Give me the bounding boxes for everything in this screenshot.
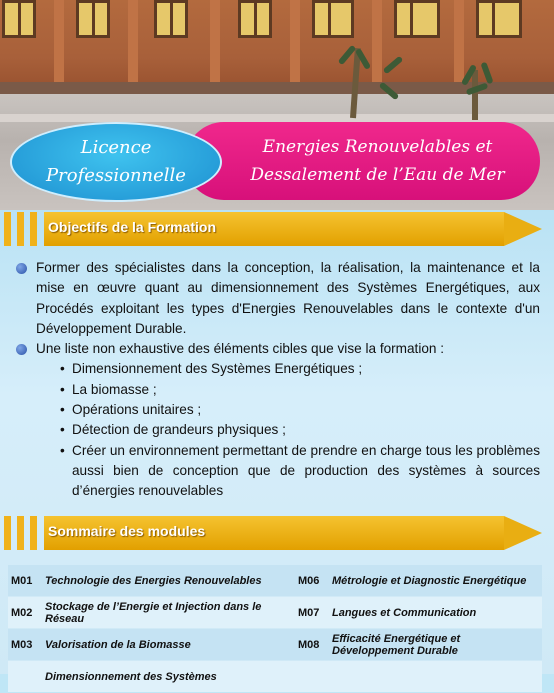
sub-bullet-icon: •: [60, 402, 65, 418]
target-item-text: Dimensionnement des Systèmes Energétiques ;: [72, 361, 363, 377]
sommaire-section-header: [4, 516, 542, 550]
module-name: Métrologie et Diagnostic Energétique: [328, 565, 542, 596]
building-pillar: [454, 0, 464, 82]
table-row: [8, 629, 542, 660]
target-item-text: Opérations unitaires ;: [72, 402, 202, 418]
module-code: M02: [8, 597, 41, 628]
program-title-badge: [185, 122, 540, 200]
module-code: M03: [8, 629, 41, 660]
table-row: [8, 661, 542, 692]
building-pillar: [54, 0, 64, 82]
palm-tree: [472, 70, 478, 120]
building-window: [76, 0, 110, 38]
table-row: [8, 597, 542, 628]
program-title-line2: Dessalement de l’Eau de Mer: [250, 165, 505, 185]
sub-bullet-icon: •: [60, 422, 65, 438]
building-window: [476, 0, 522, 38]
module-name: Langues et Communication: [328, 597, 542, 628]
sub-bullet-icon: •: [60, 442, 65, 458]
target-item: [16, 420, 540, 440]
degree-line1: Licence: [80, 137, 152, 158]
module-name: Efficacité Energétique et Développement Durable: [328, 629, 542, 660]
section-stripes: [4, 516, 42, 550]
degree-badge: [10, 122, 222, 202]
module-code: M01: [8, 565, 41, 596]
building-pillar: [290, 0, 300, 82]
module-code: M07: [295, 597, 328, 628]
sub-bullet-icon: •: [60, 381, 65, 397]
module-name: Stockage de l’Energie et Injection dans le Réseau: [41, 597, 295, 628]
objectifs-title: Objectifs de la Formation: [48, 219, 217, 235]
section-arrow: [504, 516, 542, 550]
sommaire-title: Sommaire des modules: [48, 523, 206, 539]
building-pillar: [210, 0, 220, 82]
module-code: M06: [295, 565, 328, 596]
module-name: Technologie des Energies Renouvelables: [41, 565, 295, 596]
module-name: Dimensionnement des Systèmes: [41, 661, 295, 692]
objectif-bullet: [16, 258, 540, 339]
target-item-text: La biomasse ;: [72, 381, 157, 397]
building-window: [2, 0, 36, 38]
bullet-dot-icon: [16, 344, 27, 355]
walkway: [0, 114, 554, 122]
objectifs-list: [16, 258, 540, 502]
program-title-line1: Energies Renouvelables et: [262, 137, 493, 157]
target-item-text: Détection de grandeurs physiques ;: [72, 422, 286, 438]
module-name: Valorisation de la Biomasse: [41, 629, 295, 660]
degree-line2: Professionnelle: [46, 165, 186, 186]
module-code: [295, 661, 328, 692]
table-row: [8, 565, 542, 596]
objectif-text-1: Former des spécialistes dans la conception, la réalisation, la maintenance et la mise en œuvre quant au dimensionnement des Systèmes Energétiques, aux Procédés exploitant les types d'Energies Renouvelables dans le contexte d'un Développement Durable.: [36, 260, 540, 336]
objectif-text-2: Une liste non exhaustive des éléments cibles que vise la formation :: [36, 341, 445, 357]
building-window: [312, 0, 354, 38]
section-arrow: [504, 212, 542, 246]
building-window: [238, 0, 272, 38]
objectif-bullet: [16, 339, 540, 359]
sub-bullet-icon: •: [60, 361, 65, 377]
building-window: [154, 0, 188, 38]
target-item: [16, 380, 540, 400]
objectifs-section-header: [4, 212, 542, 246]
target-item-text: Créer un environnement permettant de prendre en charge tous les problèmes aussi bien de conception que de production des systèmes à sources d’énergies renouvelables: [72, 442, 540, 499]
module-code: M08: [295, 629, 328, 660]
header-photo: [0, 0, 554, 210]
module-name: [328, 661, 542, 692]
building-pillar: [128, 0, 138, 82]
target-item: [16, 441, 540, 502]
bullet-dot-icon: [16, 263, 27, 274]
target-item: [16, 359, 540, 379]
module-code: [8, 661, 41, 692]
building-pillar: [372, 0, 382, 82]
section-stripes: [4, 212, 42, 246]
target-item: [16, 400, 540, 420]
building-window: [394, 0, 440, 38]
